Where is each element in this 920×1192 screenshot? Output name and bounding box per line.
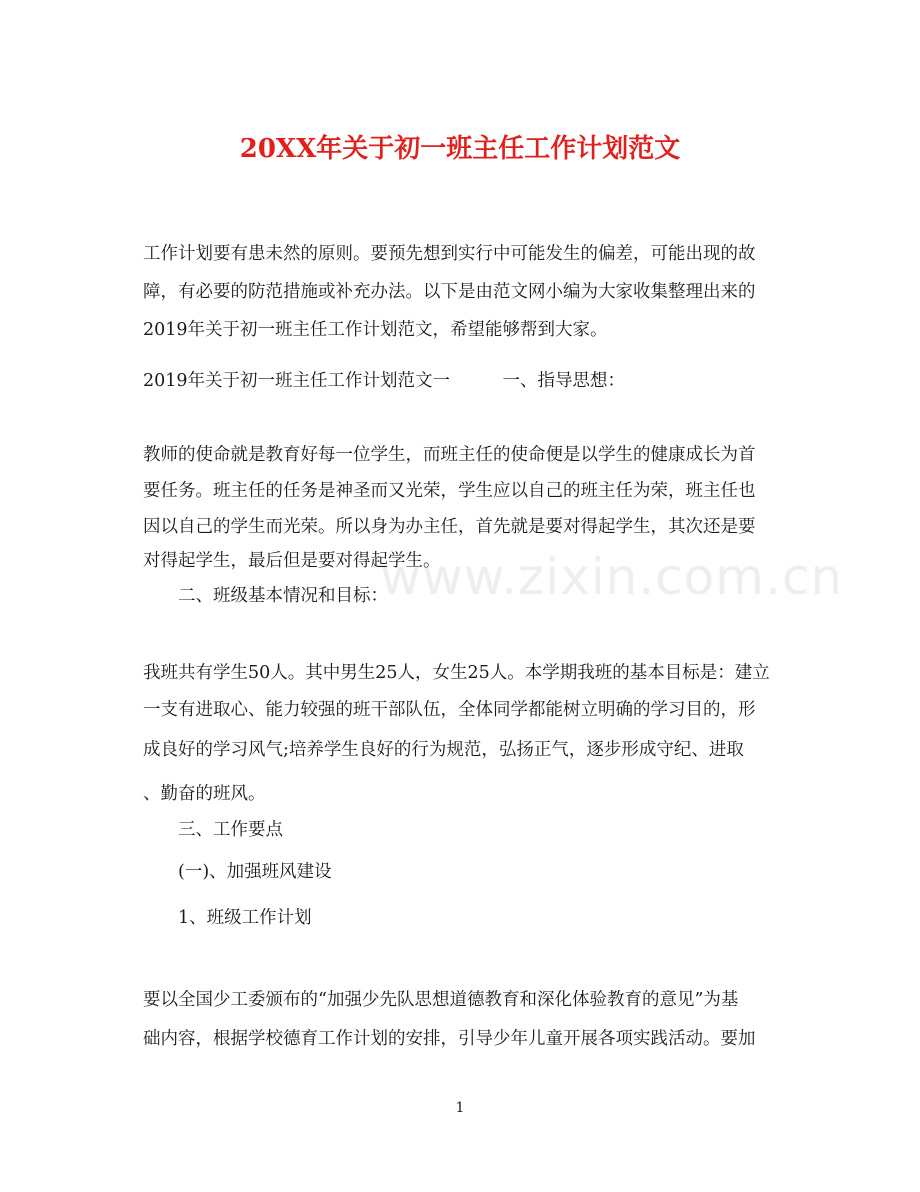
paragraph-line: 对得起学生，最后但是要对得起学生。: [143, 551, 441, 571]
paragraph-line: 因以自己的学生而光荣。所以身为办主任，首先就是要对得起学生，其次还是要: [143, 517, 756, 537]
page-number: 1: [455, 1100, 465, 1116]
paragraph-line: 、勤奋的班风。: [143, 784, 266, 804]
paragraph-line: 成良好的学习风气;培养学生良好的行为规范，弘扬正气，逐步形成守纪、进取: [143, 740, 744, 760]
section-heading: 三、工作要点: [178, 820, 283, 840]
section-heading-line: 2019年关于初一班主任工作计划范文一 一、指导思想：: [143, 371, 626, 391]
paragraph-line: 础内容，根据学校德育工作计划的安排，引导少年儿童开展各项实践活动。要加: [143, 1029, 756, 1049]
paragraph-line: 我班共有学生50人。其中男生25人，女生25人。本学期我班的基本目标是：建立: [143, 663, 770, 683]
watermark: www.zixin.com.cn: [380, 548, 844, 606]
document-title: 20XX年关于初一班主任工作计划范文: [239, 134, 681, 164]
paragraph-line: 教师的使命就是教育好每一位学生，而班主任的使命便是以学生的健康成长为首: [143, 445, 756, 465]
paragraph-line: 工作计划要有患未然的原则。要预先想到实行中可能发生的偏差，可能出现的故: [143, 244, 756, 264]
paragraph-line: 障，有必要的防范措施或补充办法。以下是由范文网小编为大家收集整理出来的: [143, 282, 756, 302]
paragraph-line: 2019年关于初一班主任工作计划范文，希望能够帮到大家。: [143, 320, 608, 340]
subsection-heading: (一)、加强班风建设: [178, 862, 332, 882]
paragraph-line: 要任务。班主任的任务是神圣而又光荣，学生应以自己的班主任为荣，班主任也: [143, 481, 756, 501]
paragraph-line: 一支有进取心、能力较强的班干部队伍，全体同学都能树立明确的学习目的，形: [143, 700, 756, 720]
section-heading: 二、班级基本情况和目标：: [178, 586, 388, 606]
subsection-heading: 1、班级工作计划: [178, 908, 312, 928]
paragraph-line: 要以全国少工委颁布的“加强少先队思想道德教育和深化体验教育的意见”为基: [143, 990, 739, 1010]
